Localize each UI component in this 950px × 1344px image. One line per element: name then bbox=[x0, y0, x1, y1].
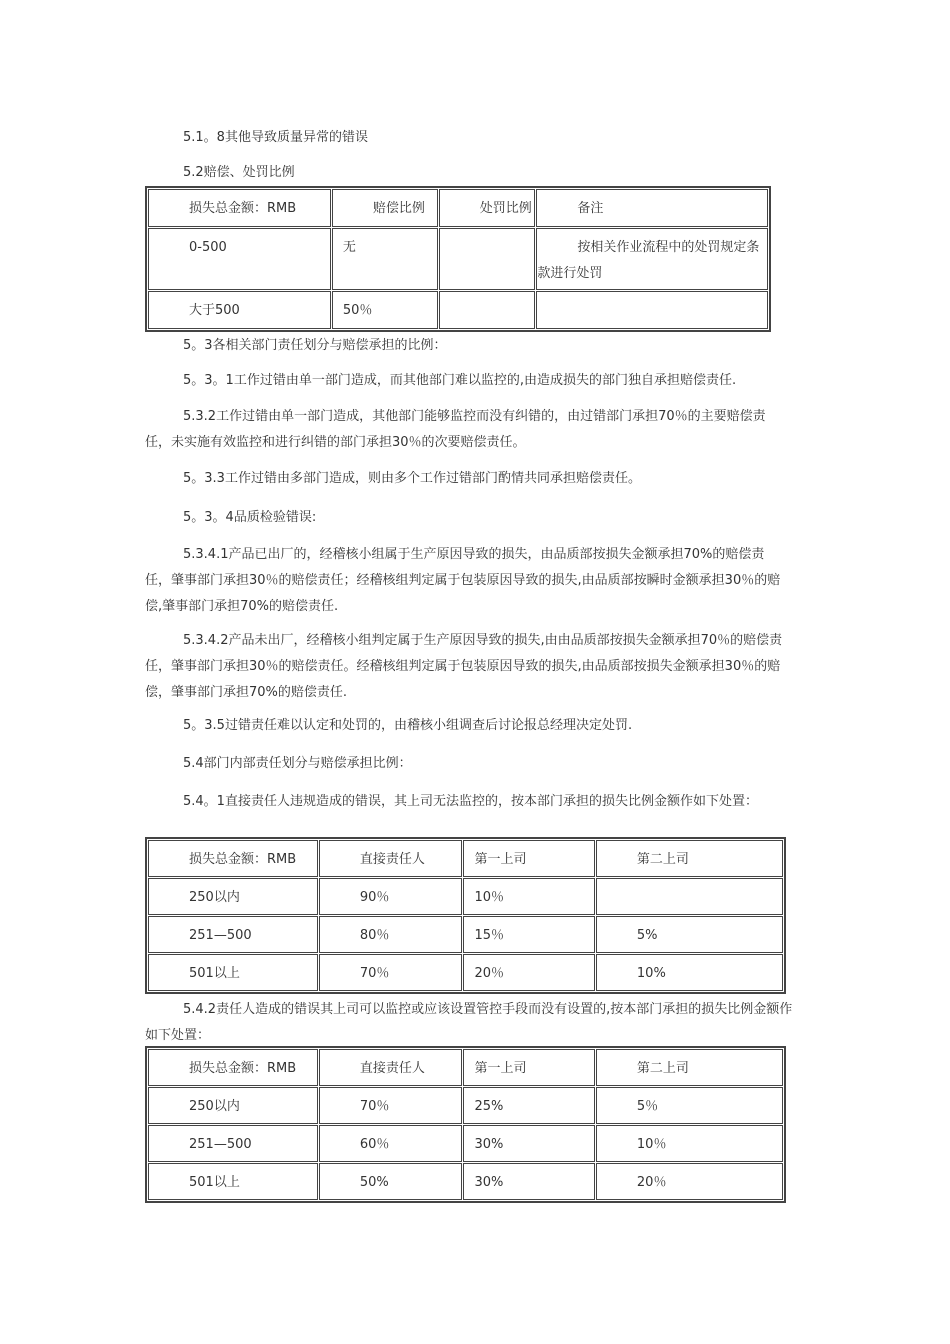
table-cell: 25% bbox=[463, 1087, 594, 1124]
compensation-table bbox=[145, 186, 771, 332]
clause-5-3-2: 5.3.2工作过错由单一部门造成，其他部门能够监控而没有纠错的，由过错部门承担70％的主要赔偿责任，未实施有效监控和进行纠错的部门承担30％的次要赔偿责任。 bbox=[145, 409, 766, 450]
table-row bbox=[148, 228, 768, 290]
table-header-cell: 损失总金额：RMB bbox=[148, 840, 318, 877]
table-cell: 70％ bbox=[319, 954, 463, 991]
table-header-cell: 损失总金额：RMB bbox=[148, 189, 331, 227]
table-header-cell: 赔偿比例 bbox=[332, 189, 438, 227]
table-cell: 10％ bbox=[463, 878, 594, 915]
table-cell: 50% bbox=[319, 1163, 463, 1200]
table-cell: 15％ bbox=[463, 916, 594, 953]
table-cell bbox=[536, 228, 768, 290]
table-header-cell: 第一上司 bbox=[463, 840, 594, 877]
table-header-cell: 损失总金额：RMB bbox=[148, 1049, 318, 1086]
clause-5-4-2: 5.4.2责任人造成的错误其上司可以监控或应该设置管控手段而没有设置的,按本部门承担的损失比例金额作如下处置： bbox=[145, 1002, 793, 1043]
table-header-cell: 备注 bbox=[536, 189, 768, 227]
clause-5-4-heading: 5.4部门内部责任划分与赔偿承担比例： bbox=[183, 756, 412, 771]
table-cell: 250以内 bbox=[148, 878, 318, 915]
table-cell: 0-500 bbox=[148, 228, 331, 290]
table-cell: 251—500 bbox=[148, 1125, 318, 1162]
table-cell bbox=[596, 878, 783, 915]
remark-text: 按相关作业流程中的处罚规定条款进行处罚 bbox=[537, 240, 760, 281]
table-cell: 60％ bbox=[319, 1125, 463, 1162]
clause-5-3: 5。3各相关部门责任划分与赔偿承担的比例： bbox=[183, 338, 447, 353]
table-header-row bbox=[148, 840, 783, 877]
table-cell: 70％ bbox=[319, 1087, 463, 1124]
table-cell: 30% bbox=[463, 1163, 594, 1200]
table-cell: 5% bbox=[596, 916, 783, 953]
clause-5-3-1: 5。3。1工作过错由单一部门造成，而其他部门难以监控的,由造成损失的部门独自承担赔偿责任. bbox=[183, 373, 737, 388]
clause-5-1-8: 5.1。8其他导致质量异常的错误 bbox=[183, 130, 368, 145]
table-cell bbox=[439, 291, 536, 329]
table-row bbox=[148, 916, 783, 953]
table-cell: 5％ bbox=[596, 1087, 783, 1124]
table-header-row bbox=[148, 189, 768, 227]
table-cell: 251—500 bbox=[148, 916, 318, 953]
table-cell: 250以内 bbox=[148, 1087, 318, 1124]
table-header-cell: 处罚比例 bbox=[439, 189, 536, 227]
clause-5-4-1: 5.4。1直接责任人违规造成的错误，其上司无法监控的，按本部门承担的损失比例金额作如下处置： bbox=[183, 794, 758, 809]
table-header-cell: 直接责任人 bbox=[319, 840, 463, 877]
table-cell bbox=[439, 228, 536, 290]
table-row bbox=[148, 878, 783, 915]
clause-5-2-heading: 5.2赔偿、处罚比例 bbox=[183, 165, 295, 180]
table-cell: 90％ bbox=[319, 878, 463, 915]
responsibility-table-2 bbox=[145, 1046, 786, 1203]
table-cell: 无 bbox=[332, 228, 438, 290]
table-cell: 80％ bbox=[319, 916, 463, 953]
responsibility-table-1 bbox=[145, 837, 786, 994]
table-header-row bbox=[148, 1049, 783, 1086]
table-row bbox=[148, 1087, 783, 1124]
table-row bbox=[148, 1163, 783, 1200]
table-cell: 50％ bbox=[332, 291, 438, 329]
clause-5-3-4: 5。3。4品质检验错误: bbox=[183, 510, 317, 525]
table-cell: 501以上 bbox=[148, 954, 318, 991]
table-cell: 10％ bbox=[596, 1125, 783, 1162]
table-cell: 20％ bbox=[463, 954, 594, 991]
clause-5-3-4-2: 5.3.4.2产品未出厂，经稽核小组判定属于生产原因导致的损失,由由品质部按损失金额承担70％的赔偿责任，肇事部门承担30％的赔偿责任。经稽核组判定属于包装原因导致的损失,由品质部按损失金额承担30％的赔偿，肇事部门承担70%的赔偿责任. bbox=[145, 633, 783, 700]
table-cell: 30% bbox=[463, 1125, 594, 1162]
table-cell bbox=[536, 291, 768, 329]
table-cell: 20％ bbox=[596, 1163, 783, 1200]
clause-5-3-3: 5。3.3工作过错由多部门造成，则由多个工作过错部门酌情共同承担赔偿责任。 bbox=[183, 471, 641, 486]
table-row bbox=[148, 954, 783, 991]
table-cell: 10% bbox=[596, 954, 783, 991]
table-row bbox=[148, 1125, 783, 1162]
table-cell: 501以上 bbox=[148, 1163, 318, 1200]
table-header-cell: 第二上司 bbox=[596, 840, 783, 877]
clause-5-3-4-1: 5.3.4.1产品已出厂的，经稽核小组属于生产原因导致的损失，由品质部按损失金额承担70%的赔偿责任，肇事部门承担30％的赔偿责任；经稽核组判定属于包装原因导致的损失,由品质部按瞬时金额承担30％的赔偿,肇事部门承担70%的赔偿责任. bbox=[145, 547, 781, 614]
table-cell: 大于500 bbox=[148, 291, 331, 329]
table-header-cell: 直接责任人 bbox=[319, 1049, 463, 1086]
table-header-cell: 第一上司 bbox=[463, 1049, 594, 1086]
table-header-cell: 第二上司 bbox=[596, 1049, 783, 1086]
clause-5-3-5: 5。3.5过错责任难以认定和处罚的，由稽核小组调查后讨论报总经理决定处罚. bbox=[183, 718, 633, 733]
table-row bbox=[148, 291, 768, 329]
